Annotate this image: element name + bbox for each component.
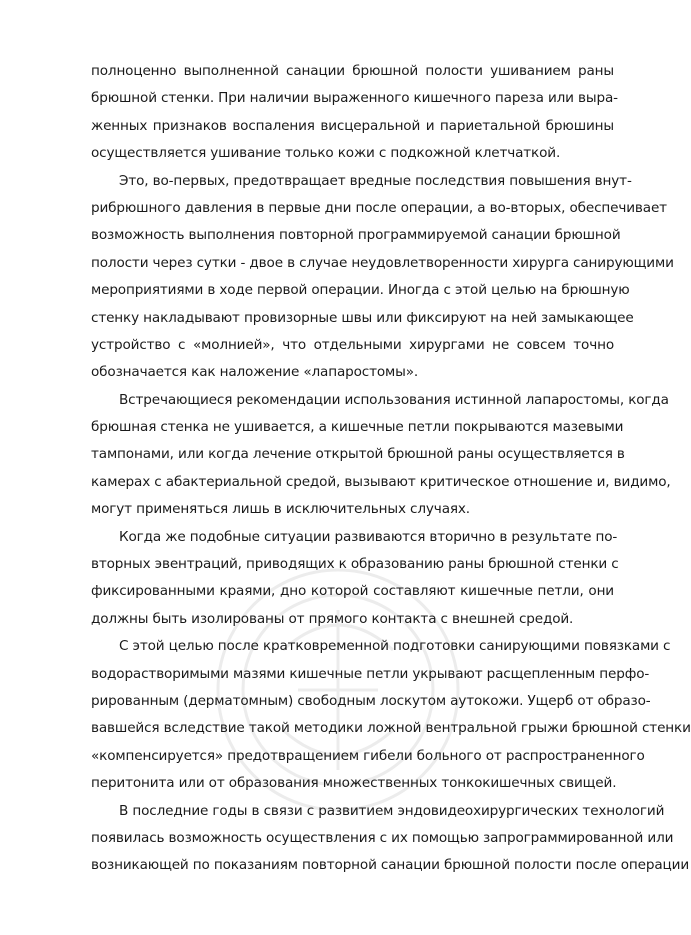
text-line: полости через сутки - двое в случае неудовлетворенности хирурга санирующими [91, 254, 674, 271]
text-line: Это, во-первых, предотвращает вредные последствия повышения внут- [119, 172, 632, 189]
text-line: рибрюшного давления в первые дни после операции, а во-вторых, обеспечивает [91, 199, 667, 216]
text-line: С этой целью после кратковременной подготовки санирующими повязками с [119, 638, 671, 655]
text-line: брюшная стенка не ушивается, а кишечные петли покрываются мазевыми [91, 419, 624, 436]
text-line: камерах с абактериальной средой, вызывают критическое отношение и, видимо, [91, 473, 671, 490]
text-line: женных признаков воспаления висцеральной и париетальной брюшины [91, 117, 614, 134]
text-line: мероприятиями в ходе первой операции. Иногда с этой целью на брюшную [91, 282, 630, 299]
text-line: должны быть изолированы от прямого контакта с внешней средой. [91, 610, 574, 627]
text-line: полноценно выполненной санации брюшной полости ушиванием раны [91, 63, 614, 79]
text-line: вавшейся вследствие такой методики ложной вентральной грыжи брюшной стенки [91, 720, 691, 737]
text-line: Встречающиеся рекомендации использования истинной лапаростомы, когда [119, 391, 669, 408]
text-line: перитонита или от образования множественных тонкокишечных свищей. [91, 775, 617, 792]
text-line: вторных эвентраций, приводящих к образованию раны брюшной стенки с [91, 556, 619, 573]
text-line: осуществляется ушивание только кожи с подкожной клетчаткой. [91, 145, 561, 162]
text-line: возможность выполнения повторной программируемой санации брюшной [91, 227, 621, 244]
text-line: могут применяться лишь в исключительных случаях. [91, 501, 470, 518]
text-line: обозначается как наложение «лапаростомы». [91, 364, 419, 381]
text-line: стенку накладывают провизорные швы или фиксируют на ней замыкающее [91, 309, 634, 326]
text-line: тампонами, или когда лечение открытой брюшной раны осуществляется в [91, 446, 625, 463]
text-line: водорастворимыми мазями кишечные петли укрывают расщепленным перфо- [91, 665, 650, 682]
text-line: Когда же подобные ситуации развиваются вторично в результате по- [119, 528, 618, 545]
text-line: фиксированными краями, дно которой составляют кишечные петли, они [91, 583, 614, 600]
text-line: появилась возможность осуществления с их помощью запрограммированной или [91, 829, 674, 846]
text-line: брюшной стенки. При наличии выраженного кишечного пареза или выра- [91, 90, 618, 107]
text-line: возникающей по показаниям повторной санации брюшной полости после операции [91, 857, 690, 874]
text-line: рированным (дерматомным) свободным лоскутом аутокожи. Ущерб от образо- [91, 692, 651, 709]
text-line: устройство с «молнией», что отдельными хирургами не совсем точно [91, 336, 614, 353]
text-line: В последние годы в связи с развитием эндовидеохирургических технологий [119, 802, 665, 819]
body-text [91, 58, 691, 880]
text-line: «компенсируется» предотвращением гибели больного от распространенного [91, 747, 645, 764]
